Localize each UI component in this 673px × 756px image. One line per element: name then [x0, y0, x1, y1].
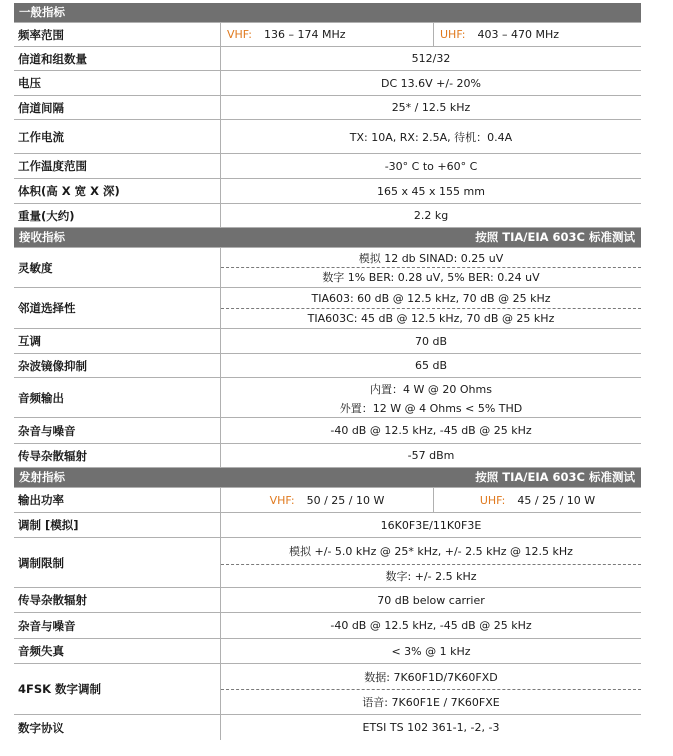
- uhf-tag: UHF:: [479, 493, 506, 507]
- spec-row-4fsk: [14, 664, 641, 715]
- spec-row-voltage: [14, 71, 641, 96]
- spec-label: 灵敏度: [18, 260, 53, 275]
- spec-row-current: [14, 120, 641, 154]
- spec-label: 信道间隔: [18, 100, 64, 115]
- spec-label: 传导杂散辐射: [18, 448, 87, 463]
- vhf-tag: VHF:: [227, 28, 252, 41]
- spec-label: 传导杂散辐射: [18, 593, 87, 607]
- spec-row-conducted-rx: [14, 444, 641, 468]
- spec-row-frequency: [14, 23, 641, 47]
- spec-label: 邻道选择性: [18, 301, 76, 315]
- spec-label: 互调: [18, 334, 41, 348]
- spec-row-selectivity: [14, 288, 641, 329]
- spec-row-channels: [14, 47, 641, 71]
- spec-value: < 3% @ 1 kHz: [220, 639, 641, 663]
- spec-sheet: [14, 3, 641, 740]
- spec-row-temperature: [14, 154, 641, 179]
- spec-value: DC 13.6V +/- 20%: [220, 71, 641, 95]
- spec-label: 音频输出: [18, 390, 64, 405]
- spec-label: 体积(高 X 宽 X 深): [18, 184, 120, 198]
- spec-row-size: [14, 179, 641, 204]
- standard-note: 按照 TIA/EIA 603C 标准测试: [475, 230, 635, 244]
- uhf-cell: [434, 23, 641, 46]
- spec-value: -40 dB @ 12.5 kHz, -45 dB @ 25 kHz: [220, 418, 641, 443]
- spec-value-stack: [220, 538, 641, 587]
- section-header-receive: [14, 228, 641, 248]
- section-title: 接收指标: [19, 230, 65, 244]
- spec-label: 信道和组数量: [18, 51, 87, 66]
- spec-line-1: 模拟 12 db SINAD: 0.25 uV: [221, 248, 641, 268]
- spec-row-conducted-tx: [14, 588, 641, 613]
- section-title: 一般指标: [19, 5, 65, 19]
- spec-label: 重量(大约): [18, 208, 75, 223]
- spec-value: -40 dB @ 12.5 kHz, -45 dB @ 25 kHz: [220, 613, 641, 638]
- section-title: 发射指标: [19, 470, 65, 484]
- vhf-cell: [221, 488, 434, 512]
- spec-line-2: TIA603C: 45 dB @ 12.5 kHz, 70 dB @ 25 kHz: [307, 311, 555, 325]
- spec-row-hum-noise-rx: [14, 418, 641, 444]
- spec-line-1: 模拟 +/- 5.0 kHz @ 25* kHz, +/- 2.5 kHz @ 12.5 kHz: [221, 538, 641, 565]
- spec-value: 16K0F3E/11K0F3E: [220, 513, 641, 537]
- spec-row-intermod: [14, 329, 641, 354]
- section-header-transmit: [14, 468, 641, 488]
- spec-line-2: 外置：12 W @ 4 Ohms < 5% THD: [339, 401, 523, 415]
- spec-line-2: 数字: +/- 2.5 kHz: [385, 569, 477, 583]
- spec-value-split: [220, 488, 641, 512]
- spec-value-split: [220, 23, 641, 46]
- spec-label: 杂音与噪音: [18, 618, 76, 633]
- spec-row-protocol: [14, 715, 641, 740]
- uhf-tag: UHF:: [440, 28, 466, 41]
- spec-label: 杂音与噪音: [18, 423, 76, 438]
- spec-line-1: 内置：4 W @ 20 Ohms: [370, 383, 492, 396]
- vhf-value: 136 – 174 MHz: [263, 28, 346, 41]
- standard-note: 按照 TIA/EIA 603C 标准测试: [475, 470, 635, 484]
- uhf-cell: [434, 488, 641, 512]
- spec-value: TX: 10A, RX: 2.5A, 待机：0.4A: [220, 120, 641, 153]
- spec-label: 工作电流: [18, 129, 64, 144]
- spec-value: 65 dB: [220, 354, 641, 377]
- spec-row-hum-noise-tx: [14, 613, 641, 639]
- spec-line-2: 数字 1% BER: 0.28 uV, 5% BER: 0.24 uV: [322, 271, 540, 284]
- spec-label: 4FSK 数字调制: [18, 682, 102, 696]
- spec-value: -57 dBm: [220, 444, 641, 467]
- vhf-value: 50 / 25 / 10 W: [306, 493, 385, 507]
- spec-row-modulation: [14, 513, 641, 538]
- spec-label: 音频失真: [18, 644, 64, 658]
- vhf-tag: VHF:: [269, 493, 295, 507]
- spec-line-1: 数据: 7K60F1D/7K60FXD: [221, 664, 641, 690]
- spec-value: 25* / 12.5 kHz: [220, 96, 641, 119]
- uhf-value: 403 – 470 MHz: [477, 28, 560, 41]
- spec-label: 杂波镜像抑制: [18, 358, 87, 373]
- spec-value-stack: [220, 288, 641, 328]
- spec-value: ETSI TS 102 361-1, -2, -3: [220, 715, 641, 740]
- spec-row-sensitivity: [14, 248, 641, 288]
- spec-row-mod-limit: [14, 538, 641, 588]
- vhf-cell: [221, 23, 434, 46]
- spec-row-spacing: [14, 96, 641, 120]
- spec-label: 输出功率: [18, 493, 64, 507]
- spec-line-1: TIA603: 60 dB @ 12.5 kHz, 70 dB @ 25 kHz: [221, 288, 641, 309]
- uhf-value: 45 / 25 / 10 W: [517, 493, 596, 507]
- spec-label: 调制 [模拟]: [18, 518, 79, 532]
- spec-value-stack: [220, 664, 641, 714]
- spec-value-stack: [220, 248, 641, 287]
- spec-value: 70 dB below carrier: [220, 588, 641, 612]
- spec-label: 频率范围: [18, 27, 64, 42]
- spec-value: 165 x 45 x 155 mm: [220, 179, 641, 203]
- spec-row-spurious-rejection: [14, 354, 641, 378]
- spec-value: 2.2 kg: [220, 204, 641, 227]
- spec-value: 512/32: [220, 47, 641, 70]
- spec-row-weight: [14, 204, 641, 228]
- spec-label: 电压: [18, 76, 41, 90]
- spec-row-distortion: [14, 639, 641, 664]
- spec-label: 工作温度范围: [18, 159, 87, 173]
- spec-label: 数字协议: [18, 720, 64, 735]
- spec-line-2: 语音: 7K60F1E / 7K60FXE: [362, 695, 500, 709]
- spec-row-power: [14, 488, 641, 513]
- spec-value: 70 dB: [220, 329, 641, 353]
- spec-label: 调制限制: [18, 555, 64, 570]
- spec-value: -30° C to +60° C: [220, 154, 641, 178]
- spec-value-stack: [220, 378, 641, 417]
- spec-row-audio-output: [14, 378, 641, 418]
- section-header-general: [14, 3, 641, 23]
